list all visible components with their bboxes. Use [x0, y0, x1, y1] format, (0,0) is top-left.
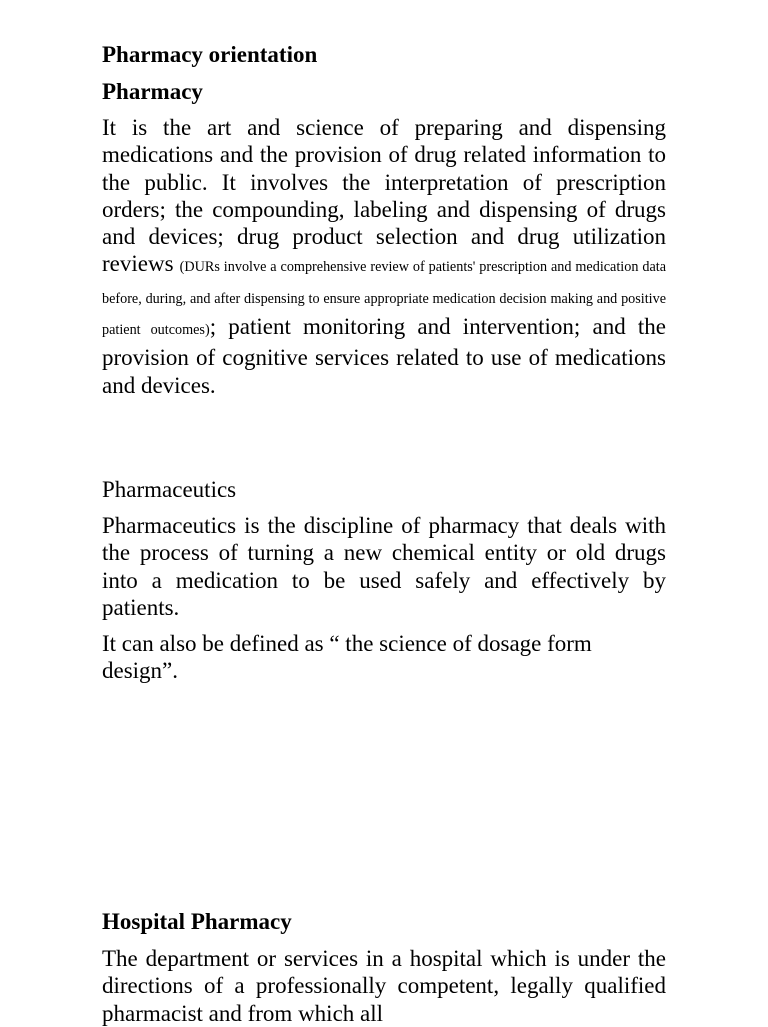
pharmaceutics-paragraph2-block	[102, 630, 666, 685]
dur-explanation-note: (DURs involve a comprehensive review of patients' prescription and medication data before, during, and after dispensing to ensure appropriate medication decision making and positive patient outcomes)	[102, 259, 666, 339]
pharmaceutics-heading: Pharmaceutics	[102, 477, 237, 502]
document-title: Pharmacy orientation	[102, 42, 318, 67]
pharmacy-heading-block	[102, 78, 666, 105]
pharmaceutics-paragraph-2: It can also be defined as “ the science of dosage form design”.	[102, 631, 592, 684]
hospital-pharmacy-paragraph: The department or services in a hospital which is under the directions of a professionally competent, legally qualified pharmacist and from which all	[102, 946, 666, 1026]
pharmacy-definition-text-part1: It is the art and science of preparing and dispensing medications and the provision of drug related information to the public. It involves the interpretation of prescription orders; the compounding, labeling and dispensing of drugs and devices; drug product selection and drug utilization reviews	[102, 115, 666, 277]
pharmacy-definition-paragraph	[102, 114, 666, 399]
pharmacy-definition-text-part2: ; patient monitoring and intervention; and the provision of cognitive services related to use of medications and devices.	[102, 314, 666, 398]
pharmaceutics-heading-block	[102, 476, 666, 503]
pharmacy-heading: Pharmacy	[102, 79, 203, 104]
pharmacy-definition-block	[102, 114, 666, 399]
hospital-pharmacy-heading: Hospital Pharmacy	[102, 909, 292, 934]
hospital-pharmacy-heading-block	[102, 908, 666, 935]
hospital-pharmacy-paragraph-block	[102, 945, 666, 1027]
document-title-block	[102, 41, 666, 68]
pharmaceutics-paragraph-1: Pharmaceutics is the discipline of pharmacy that deals with the process of turning a new chemical entity or old drugs into a medication to be used safely and effectively by patients.	[102, 513, 666, 620]
pharmaceutics-paragraph1-block	[102, 512, 666, 621]
